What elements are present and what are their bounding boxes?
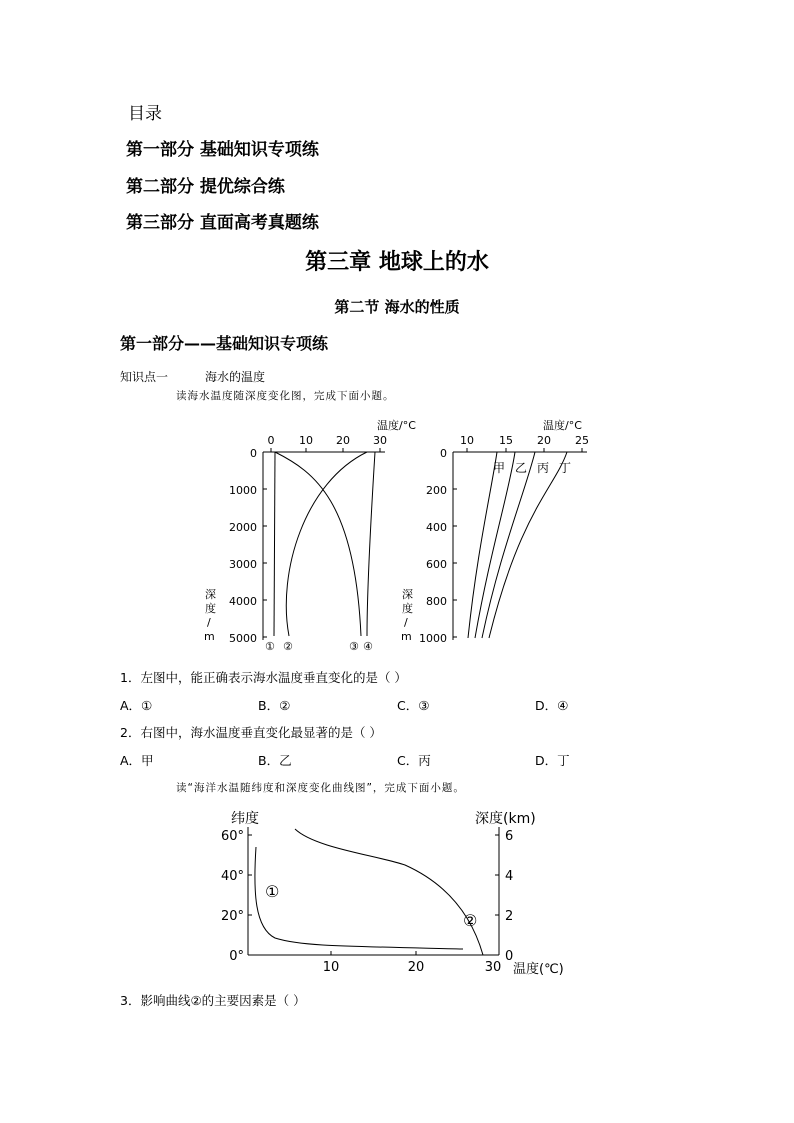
q2-option-b[interactable]: B．乙 xyxy=(258,753,292,768)
knowledge-point-label: 知识点一 xyxy=(120,370,169,384)
left-temp-tick: 0 xyxy=(267,434,275,447)
right-temp-tick: 10 xyxy=(460,434,474,447)
part-heading: 第一部分——基础知识专项练 xyxy=(120,334,329,353)
right-temp-tick: 15 xyxy=(499,434,513,447)
q2-stem: 2．右图中，海水温度垂直变化最显著的是（ ） xyxy=(120,725,382,740)
left-curve-1 xyxy=(274,452,275,636)
left-depth-tick: 4000 xyxy=(229,595,257,608)
q1-option-c[interactable]: C．③ xyxy=(397,698,430,713)
right-depth-tick: 800 xyxy=(426,595,447,608)
right-depth-label-char: 度 xyxy=(402,602,413,615)
right-depth-tick: 600 xyxy=(426,558,447,571)
right-depth-tick: 200 xyxy=(426,484,447,497)
right-chart xyxy=(401,418,589,645)
right-depth-label-char: 深 xyxy=(402,588,413,601)
right-depth-tick: 1000 xyxy=(419,632,447,645)
left-curve-3 xyxy=(275,452,361,636)
left-depth-label-char: 深 xyxy=(205,588,216,601)
left-curve-label: ② xyxy=(283,640,293,653)
fig2-lat-tick: 0° xyxy=(229,949,244,964)
fig2-curve-1 xyxy=(255,847,463,949)
right-curve-label: 丙 xyxy=(537,461,550,475)
figure-temperature-depth xyxy=(195,412,615,657)
left-depth-label-char: 度 xyxy=(205,602,216,615)
fig2-lat-label: 纬度 xyxy=(231,811,259,827)
fig2-lat-tick: 40° xyxy=(220,869,244,884)
right-depth-tick: 0 xyxy=(440,447,447,460)
right-temp-tick: 20 xyxy=(537,434,551,447)
left-curve-label: ① xyxy=(265,640,275,653)
left-curve-4 xyxy=(367,452,375,636)
left-depth-tick: 5000 xyxy=(229,632,257,645)
left-temp-tick: 20 xyxy=(336,434,350,447)
left-depth-label-char: m xyxy=(204,630,215,643)
left-depth-tick: 0 xyxy=(250,447,257,460)
figure-latitude-depth xyxy=(215,803,585,983)
fig2-temp-tick: 10 xyxy=(322,960,340,975)
right-depth-label-char: m xyxy=(401,630,412,643)
right-curve-label: 乙 xyxy=(515,461,528,475)
fig2-temp-label: 温度(℃) xyxy=(513,962,564,977)
left-chart xyxy=(204,418,416,653)
fig2-depth-tick: 4 xyxy=(505,869,514,884)
right-temp-tick: 25 xyxy=(575,434,589,447)
fig2-lat-tick: 60° xyxy=(220,829,244,844)
right-depth-tick: 400 xyxy=(426,521,447,534)
fig2-depth-label: 深度(km) xyxy=(475,811,536,827)
right-curve-label: 丁 xyxy=(559,461,572,475)
fig2-depth-tick: 2 xyxy=(505,909,514,924)
left-curve-2 xyxy=(286,452,367,636)
section-title: 第二节 海水的性质 xyxy=(334,298,460,316)
left-temp-tick: 30 xyxy=(373,434,387,447)
q1-stem: 1．左图中，能正确表示海水温度垂直变化的是（ ） xyxy=(120,670,407,685)
fig2-curve-2 xyxy=(295,829,483,955)
fig2-curve-label: ② xyxy=(463,911,478,930)
right-temp-label: 温度/°C xyxy=(543,419,582,432)
knowledge-point-title: 海水的温度 xyxy=(205,370,266,384)
left-curve-label: ④ xyxy=(363,640,373,653)
fig2-depth-tick: 6 xyxy=(505,829,514,844)
fig2-lat-tick: 20° xyxy=(220,909,244,924)
q2-option-c[interactable]: C．丙 xyxy=(397,753,431,768)
q1-option-a[interactable]: A．① xyxy=(120,698,153,713)
right-curve-jia xyxy=(468,452,497,638)
left-depth-tick: 3000 xyxy=(229,558,257,571)
toc-item-1[interactable]: 第一部分 基础知识专项练 xyxy=(126,140,319,160)
left-temp-label: 温度/°C xyxy=(377,419,416,432)
right-curve-bing xyxy=(482,452,535,638)
left-depth-label-char: / xyxy=(207,616,211,629)
fig2-temp-tick: 20 xyxy=(407,960,425,975)
q2-option-d[interactable]: D．丁 xyxy=(535,753,570,768)
q1-option-b[interactable]: B．② xyxy=(258,698,291,713)
left-depth-tick: 2000 xyxy=(229,521,257,534)
left-curve-label: ③ xyxy=(349,640,359,653)
q2-option-a[interactable]: A．甲 xyxy=(120,753,154,768)
instruction-2: 读“海洋水温随纬度和深度变化曲线图”，完成下面小题。 xyxy=(176,782,465,794)
left-temp-tick: 10 xyxy=(299,434,313,447)
right-curve-ding xyxy=(489,452,567,638)
q3-stem: 3．影响曲线②的主要因素是（ ） xyxy=(120,993,306,1008)
toc-item-2[interactable]: 第二部分 提优综合练 xyxy=(126,177,285,197)
fig2-depth-tick: 0 xyxy=(505,949,514,964)
instruction-1: 读海水温度随深度变化图，完成下面小题。 xyxy=(176,390,395,402)
left-depth-tick: 1000 xyxy=(229,484,257,497)
right-curve-label: 甲 xyxy=(493,461,506,475)
toc-title: 目录 xyxy=(128,104,162,124)
fig2-curve-label: ① xyxy=(265,882,280,901)
fig2-temp-tick: 30 xyxy=(484,960,502,975)
right-depth-label-char: / xyxy=(404,616,408,629)
toc-item-3[interactable]: 第三部分 直面高考真题练 xyxy=(126,213,319,233)
chapter-title: 第三章 地球上的水 xyxy=(305,250,489,275)
q1-option-d[interactable]: D．④ xyxy=(535,698,569,713)
